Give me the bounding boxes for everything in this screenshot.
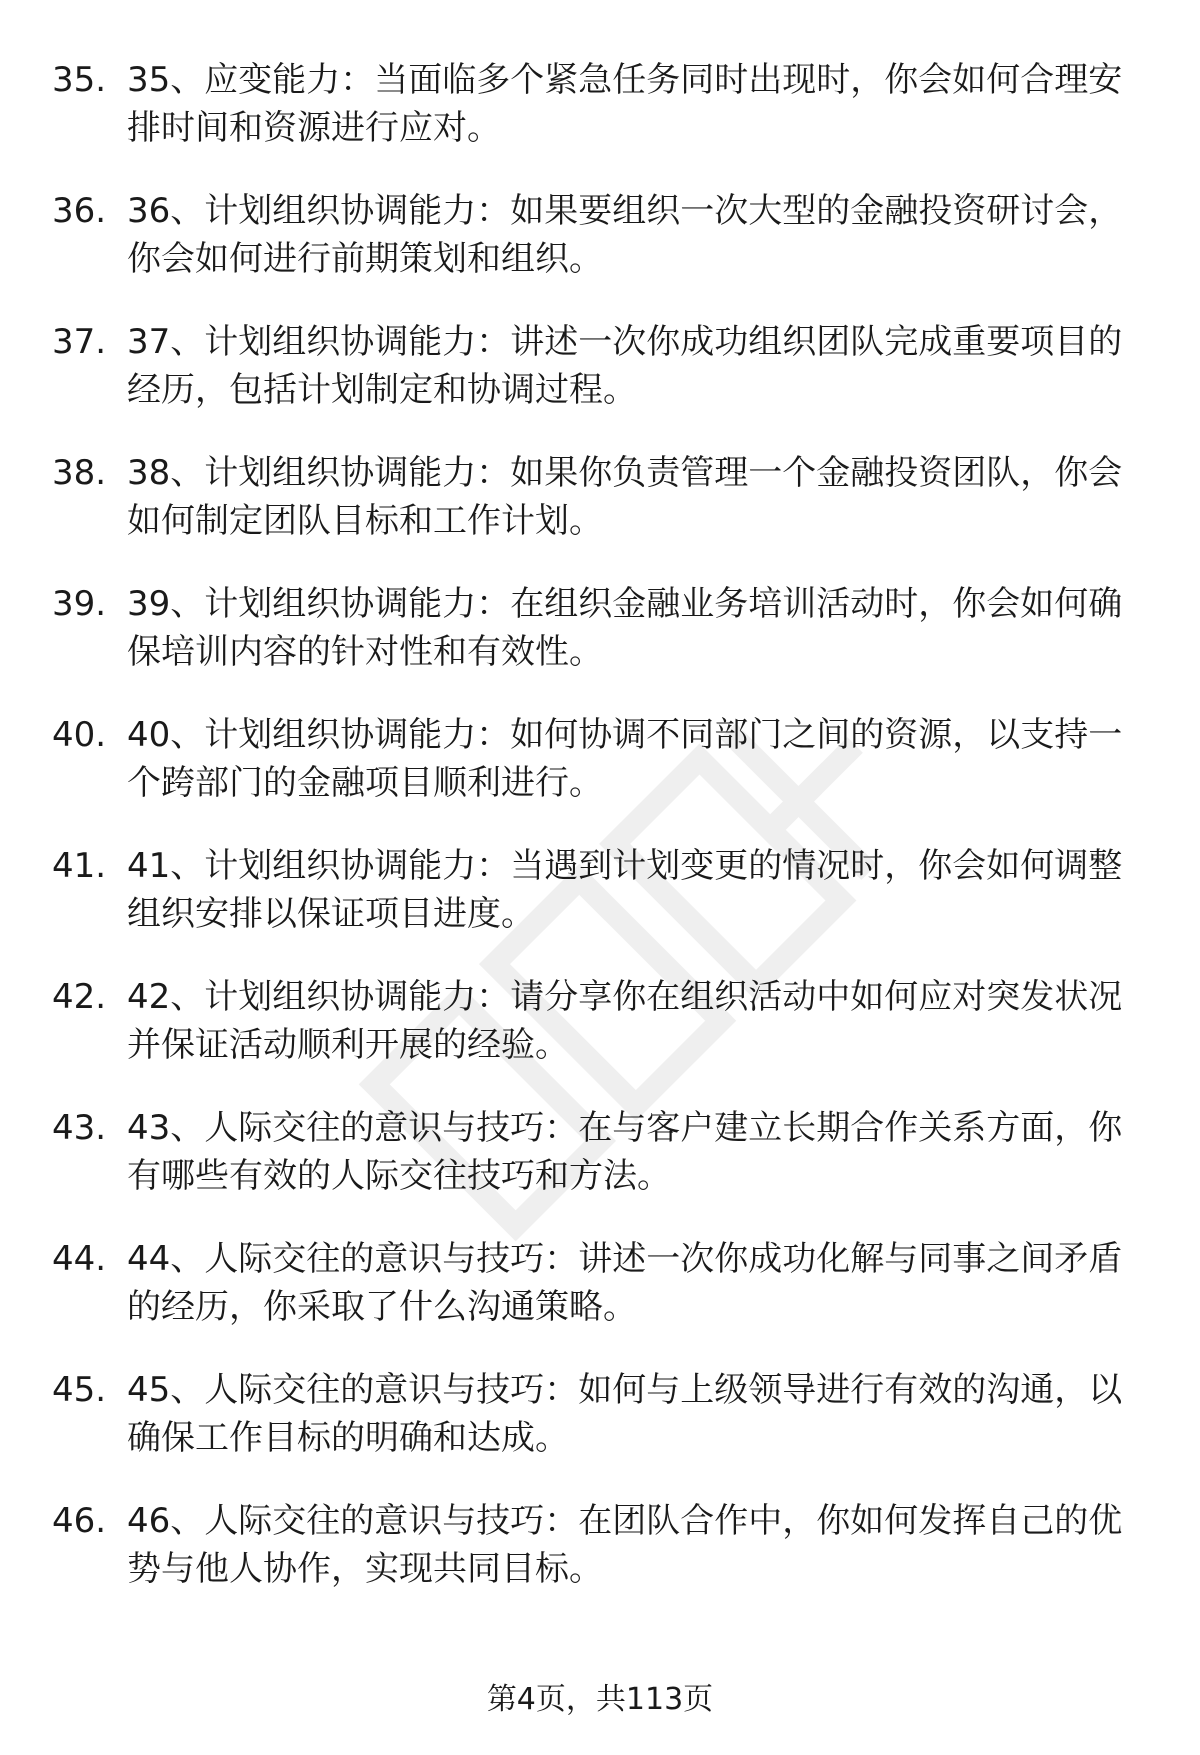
question-item <box>0 1497 1200 1628</box>
question-number: 35. <box>52 60 107 100</box>
question-text: 43、人际交往的意识与技巧：在与客户建立长期合作关系方面，你有哪些有效的人际交往技巧和方法。 <box>127 1108 1123 1196</box>
question-number: 36. <box>52 191 107 231</box>
question-number: 40. <box>52 715 107 755</box>
question-item <box>0 449 1200 580</box>
question-text: 44、人际交往的意识与技巧：讲述一次你成功化解与同事之间矛盾的经历，你采取了什么沟通策略。 <box>127 1239 1123 1327</box>
question-item <box>0 1235 1200 1366</box>
question-number: 37. <box>52 322 107 362</box>
question-text: 35、应变能力：当面临多个紧急任务同时出现时，你会如何合理安排时间和资源进行应对。 <box>127 60 1123 148</box>
question-text: 39、计划组织协调能力：在组织金融业务培训活动时，你会如何确保培训内容的针对性和有效性。 <box>127 584 1123 672</box>
question-text: 37、计划组织协调能力：讲述一次你成功组织团队完成重要项目的经历，包括计划制定和协调过程。 <box>127 322 1123 410</box>
question-text: 38、计划组织协调能力：如果你负责管理一个金融投资团队，你会如何制定团队目标和工作计划。 <box>127 453 1123 541</box>
question-item <box>0 56 1200 187</box>
page-footer: 第4页，共113页 <box>486 1682 714 1717</box>
question-number: 46. <box>52 1501 107 1541</box>
question-number: 39. <box>52 584 107 624</box>
question-number: 38. <box>52 453 107 493</box>
question-item <box>0 318 1200 449</box>
question-number: 42. <box>52 977 107 1017</box>
question-item <box>0 580 1200 711</box>
question-item <box>0 1366 1200 1497</box>
question-text: 42、计划组织协调能力：请分享你在组织活动中如何应对突发状况并保证活动顺利开展的经验。 <box>127 977 1123 1065</box>
question-number: 41. <box>52 846 107 886</box>
question-number: 43. <box>52 1108 107 1148</box>
question-item <box>0 1104 1200 1235</box>
question-text: 36、计划组织协调能力：如果要组织一次大型的金融投资研讨会，你会如何进行前期策划和组织。 <box>127 191 1123 279</box>
question-text: 46、人际交往的意识与技巧：在团队合作中，你如何发挥自己的优势与他人协作，实现共同目标。 <box>127 1501 1123 1589</box>
question-text: 45、人际交往的意识与技巧：如何与上级领导进行有效的沟通，以确保工作目标的明确和达成。 <box>127 1370 1123 1458</box>
question-text: 40、计划组织协调能力：如何协调不同部门之间的资源，以支持一个跨部门的金融项目顺利进行。 <box>127 715 1123 803</box>
question-item <box>0 187 1200 318</box>
question-item <box>0 842 1200 973</box>
question-number: 44. <box>52 1239 107 1279</box>
question-text: 41、计划组织协调能力：当遇到计划变更的情况时，你会如何调整组织安排以保证项目进度。 <box>127 846 1123 934</box>
question-number: 45. <box>52 1370 107 1410</box>
question-item <box>0 711 1200 842</box>
question-list <box>0 56 1200 1628</box>
question-item <box>0 973 1200 1104</box>
